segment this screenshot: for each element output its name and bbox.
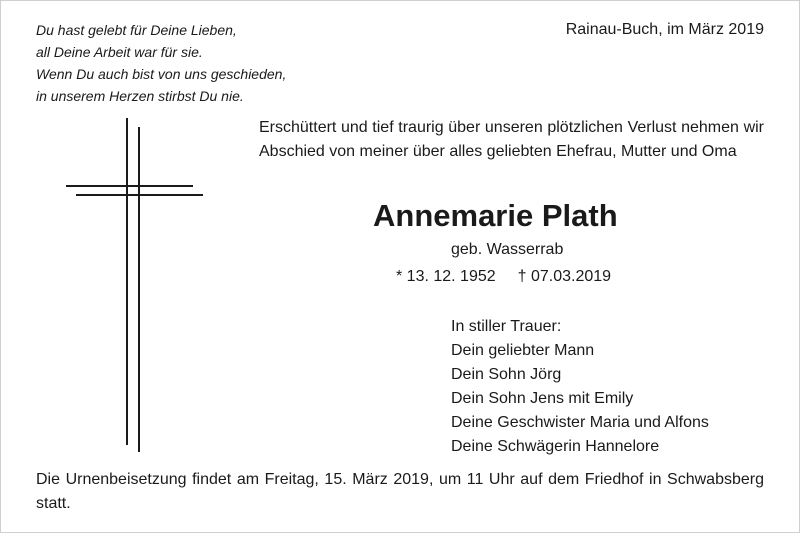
life-dates [396,268,611,286]
poem-line: all Deine Arbeit war für sie. [36,44,203,60]
mourner-line: Deine Schwägerin Hannelore [451,438,660,455]
cross-vertical-line [138,127,140,452]
funeral-note: Die Urnenbeisetzung findet am Freitag, 15. März 2019, um 11 Uhr auf dem Friedhof in Schwabsberg statt. [36,471,764,512]
intro-text: Erschüttert und tief traurig über unseren plötzlichen Verlust nehmen wir Abschied von meiner über alles geliebten Ehefrau, Mutter und Oma [259,119,764,160]
poem-line: Du hast gelebt für Deine Lieben, [36,22,237,38]
mourners-list [451,315,709,459]
mourner-line: Dein Sohn Jörg [451,366,562,383]
memorial-poem [36,19,286,107]
poem-line: in unserem Herzen stirbst Du nie. [36,88,244,104]
mourner-line: Dein geliebter Mann [451,342,595,359]
mourners-heading: In stiller Trauer: [451,318,562,335]
place-and-date: Rainau-Buch, im März 2019 [565,21,764,38]
cross-horizontal-line [66,185,193,187]
deceased-name: Annemarie Plath [373,198,618,233]
cross-vertical-line [126,118,128,445]
birth-name: geb. Wasserrab [451,241,564,258]
birth-date: * 13. 12. 1952 [396,268,496,285]
death-date: † 07.03.2019 [517,268,612,285]
mourner-line: Deine Geschwister Maria und Alfons [451,414,709,431]
mourner-line: Dein Sohn Jens mit Emily [451,390,634,407]
cross-icon [60,115,210,455]
poem-line: Wenn Du auch bist von uns geschieden, [36,66,287,82]
cross-horizontal-line [76,194,203,196]
